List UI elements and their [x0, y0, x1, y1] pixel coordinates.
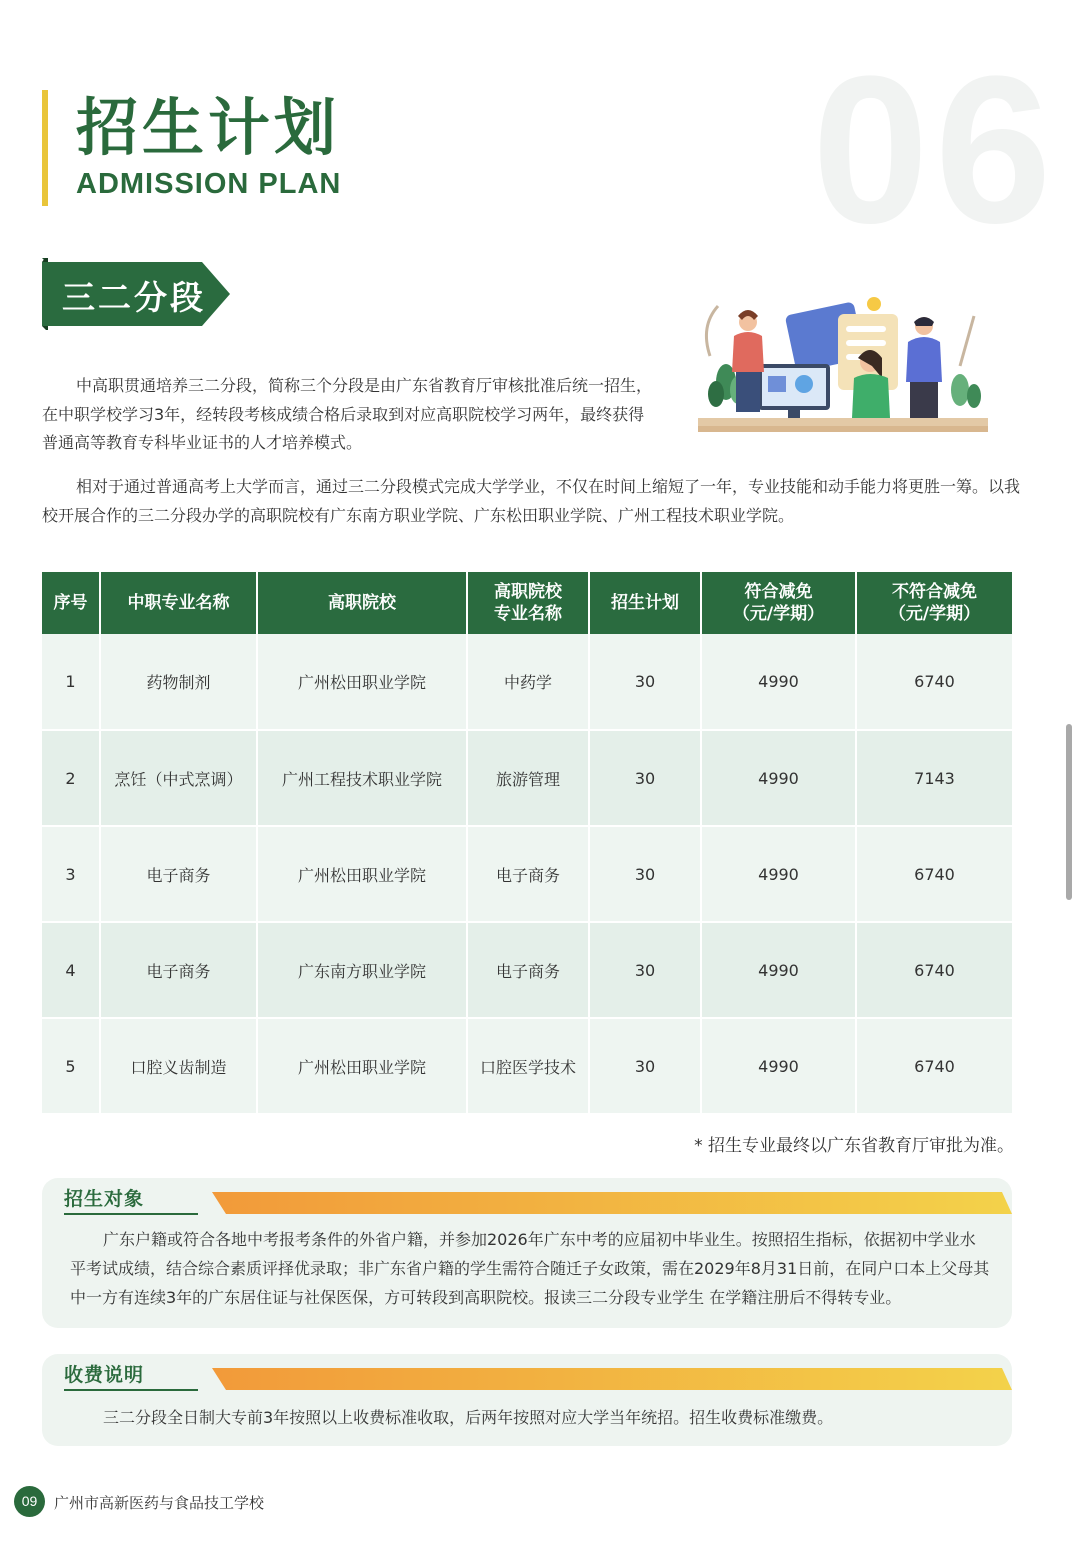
admission-plan-table — [42, 572, 1012, 1115]
cell-secondary-major: 口腔义齿制造 — [100, 1018, 257, 1114]
title-underline — [64, 1213, 198, 1215]
table-footnote: * 招生专业最终以广东省教育厅审批为准。 — [694, 1136, 1014, 1156]
table-row — [42, 634, 1012, 730]
cell-college: 广州松田职业学院 — [257, 634, 467, 730]
page-number-badge: 09 — [14, 1486, 45, 1517]
cell-secondary-major: 电子商务 — [100, 826, 257, 922]
cell-fee-ineligible: 6740 — [856, 922, 1012, 1018]
column-header-secondary-major: 中职专业名称 — [100, 572, 257, 634]
orange-ribbon — [212, 1190, 1012, 1216]
admission-target-title: 招生对象 — [64, 1188, 145, 1210]
cell-college: 广州松田职业学院 — [257, 826, 467, 922]
office-teamwork-illustration — [692, 286, 992, 434]
cell-fee-eligible: 4990 — [701, 730, 856, 826]
cell-college-major: 中药学 — [467, 634, 589, 730]
cell-fee-eligible: 4990 — [701, 634, 856, 730]
page-subtitle: ADMISSION PLAN — [76, 168, 342, 200]
cell-index: 5 — [42, 1018, 100, 1114]
cell-fee-ineligible: 6740 — [856, 1018, 1012, 1114]
column-header-fee-ineligible: 不符合减免 （元/学期） — [856, 572, 1012, 634]
admission-target-text: 广东户籍或符合各地中考报考条件的外省户籍，并参加2026年广东中考的应届初中毕业生。按照招生指标，依据初中学业水平考试成绩，结合综合素质评择优录取；非广东省户籍的学生需符合随迁子女政策，需在2029年8月31日前，在同户口本上父母其中一方有连续3年的广东居住证与社保医保，方可转段到高职院校。报读三二分段专业学生 在学籍注册后不得转专业。 — [70, 1230, 990, 1307]
cell-fee-ineligible: 6740 — [856, 826, 1012, 922]
cell-fee-eligible: 4990 — [701, 826, 856, 922]
cell-secondary-major: 烹饪（中式烹调） — [100, 730, 257, 826]
cell-quota: 30 — [589, 826, 701, 922]
column-header-fee-eligible: 符合减免 （元/学期） — [701, 572, 856, 634]
scrollbar[interactable] — [1066, 724, 1072, 900]
cell-quota: 30 — [589, 730, 701, 826]
intro-paragraph-1: 中高职贯通培养三二分段，简称三个分段是由广东省教育厅审核批准后统一招生，在中职学校学习3年，经转段考核成绩合格后录取到对应高职院校学习两年，最终获得普通高等教育专科毕业证书的人才培养模式。 — [42, 376, 653, 452]
title-underline — [64, 1389, 198, 1391]
cell-index: 1 — [42, 634, 100, 730]
fee-description-text: 三二分段全日制大专前3年按照以上收费标准收取，后两年按照对应大学当年统招。招生收费标准缴费。 — [103, 1408, 834, 1427]
cell-fee-ineligible: 7143 — [856, 730, 1012, 826]
title-accent-bar — [42, 90, 48, 206]
column-header-quota: 招生计划 — [589, 572, 701, 634]
column-header-index: 序号 — [42, 572, 100, 634]
cell-fee-ineligible: 6740 — [856, 634, 1012, 730]
page-title: 招生计划 — [76, 91, 341, 164]
cell-college: 广州工程技术职业学院 — [257, 730, 467, 826]
orange-ribbon — [212, 1366, 1012, 1392]
cell-college-major: 电子商务 — [467, 922, 589, 1018]
cell-college-major: 电子商务 — [467, 826, 589, 922]
cell-fee-eligible: 4990 — [701, 922, 856, 1018]
cell-index: 2 — [42, 730, 100, 826]
cell-index: 4 — [42, 922, 100, 1018]
page-section-number: 06 — [812, 32, 1058, 267]
cell-quota: 30 — [589, 1018, 701, 1114]
section-title: 三二分段 — [62, 278, 206, 317]
table-row — [42, 826, 1012, 922]
cell-index: 3 — [42, 826, 100, 922]
cell-quota: 30 — [589, 922, 701, 1018]
fee-description-title: 收费说明 — [64, 1364, 145, 1386]
school-name: 广州市高新医药与食品技工学校 — [54, 1494, 265, 1512]
cell-college-major: 口腔医学技术 — [467, 1018, 589, 1114]
table-row — [42, 730, 1012, 826]
cell-college: 广东南方职业学院 — [257, 922, 467, 1018]
table-row — [42, 1018, 1012, 1114]
cell-college-major: 旅游管理 — [467, 730, 589, 826]
table-row — [42, 922, 1012, 1018]
cell-secondary-major: 药物制剂 — [100, 634, 257, 730]
cell-fee-eligible: 4990 — [701, 1018, 856, 1114]
cell-college: 广州松田职业学院 — [257, 1018, 467, 1114]
intro-paragraph-2: 相对于通过普通高考上大学而言，通过三二分段模式完成大学学业，不仅在时间上缩短了一年，专业技能和动手能力将更胜一筹。以我校开展合作的三二分段办学的高职院校有广东南方职业学院、广东松田职业学院、广州工程技术职业学院。 — [42, 477, 1021, 525]
cell-quota: 30 — [589, 634, 701, 730]
column-header-college: 高职院校 — [257, 572, 467, 634]
column-header-college-major: 高职院校 专业名称 — [467, 572, 589, 634]
table-header-row — [42, 572, 1012, 634]
cell-secondary-major: 电子商务 — [100, 922, 257, 1018]
